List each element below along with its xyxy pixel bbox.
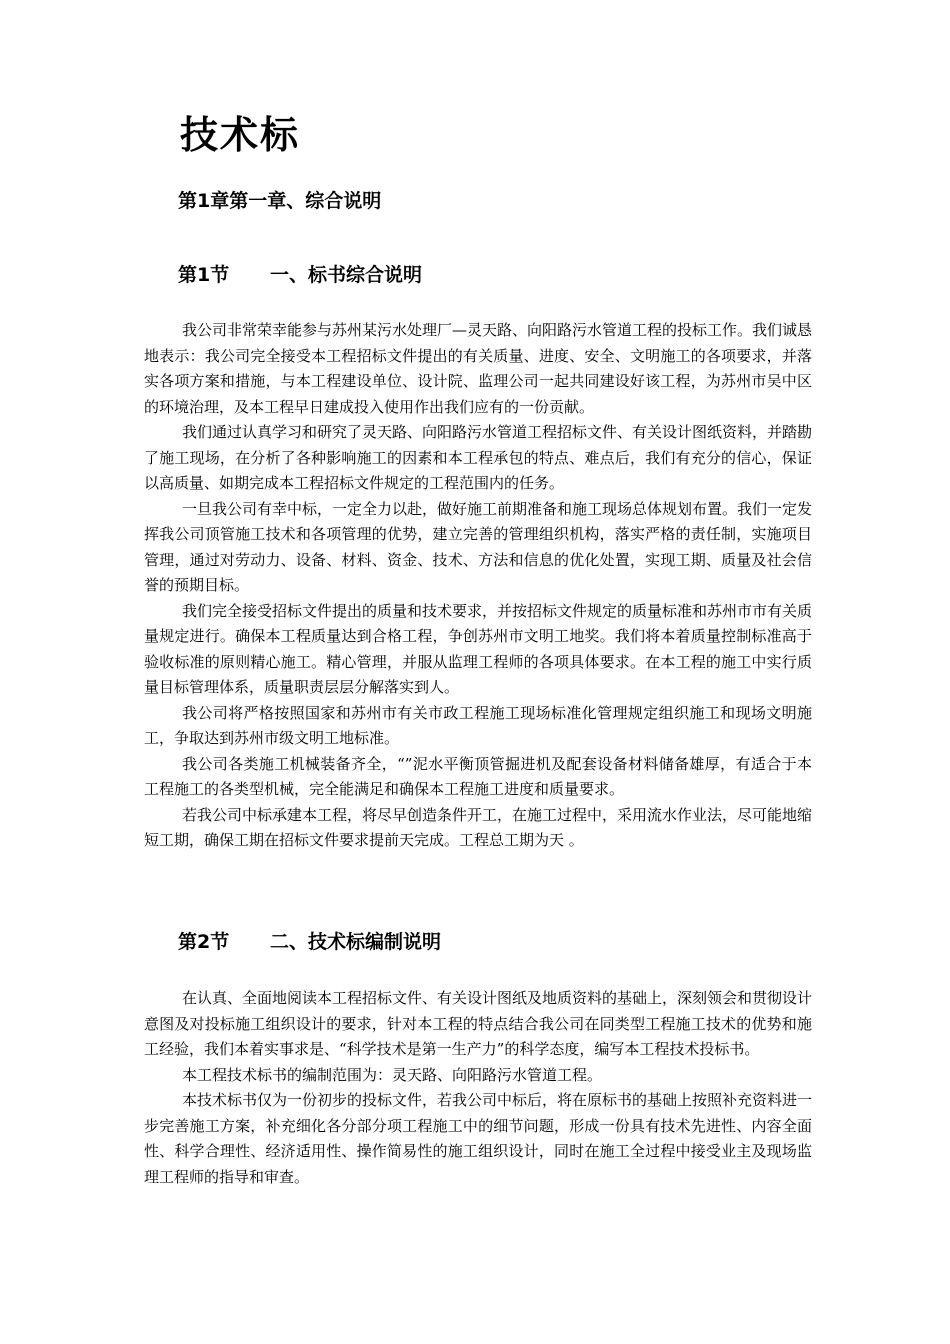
paragraph: 若我公司中标承建本工程，将尽早创造条件开工，在施工过程中，采用流水作业法，尽可能地缩短工期，确保工期在招标文件要求提前天完成。工程总工期为天 。 bbox=[144, 805, 813, 849]
paragraph: 我公司非常荣幸能参与苏州某污水处理厂—灵天路、向阳路污水管道工程的投标工作。我们诚恳地表示：我公司完全接受本工程招标文件提出的有关质量、进度、安全、文明施工的各项要求，并落实各项方案和措施，与本工程建设单位、设计院、监理公司一起共同建设好该工程，为苏州市吴中区的环境治理，及本工程早日建成投入使用作出我们应有的一份贡献。 bbox=[144, 321, 813, 416]
paragraph: 本技术标书仅为一份初步的投标文件，若我公司中标后，将在原标书的基础上按照补充资料进一步完善施工方案，补充细化各分部分项工程施工中的细节问题，形成一份具有技术先进性、内容全面性、科学合理性、经济适用性、操作简易性的施工组织设计，同时在施工全过程中接受业主及现场监理工程师的指导和审查。 bbox=[144, 1091, 813, 1186]
section-1-title: 一、标书综合说明 bbox=[270, 264, 423, 286]
section-1-number: 第1节 bbox=[178, 264, 230, 286]
paragraph: 我公司各类施工机械装备齐全，“”泥水平衡顶管掘进机及配套设备材料储备雄厚，有适合于本工程施工的各类型机械，完全能满足和确保本工程施工进度和质量要求。 bbox=[144, 754, 812, 798]
section-2-body bbox=[144, 986, 812, 1190]
document-title: 技术标 bbox=[180, 113, 301, 157]
paragraph: 一旦我公司有幸中标，一定全力以赴，做好施工前期准备和施工现场总体规划布置。我们一定发挥我公司顶管施工技术和各项管理的优势，建立完善的管理组织机构，落实严格的责任制，实施项目管理，通过对劳动力、设备、材料、资金、技术、方法和信息的优化处置，实现工期、质量及社会信誉的预期目标。 bbox=[144, 499, 813, 594]
section-2-number: 第2节 bbox=[178, 931, 230, 953]
section-1-body bbox=[144, 318, 812, 854]
section-2-heading bbox=[178, 927, 441, 954]
section-1-heading bbox=[178, 260, 422, 287]
section-2-title: 二、技术标编制说明 bbox=[270, 931, 442, 953]
paragraph: 本工程技术标书的编制范围为：灵天路、向阳路污水管道工程。 bbox=[182, 1065, 603, 1084]
paragraph: 在认真、全面地阅读本工程招标文件、有关设计图纸及地质资料的基础上，深刻领会和贯彻设计意图及对投标施工组织设计的要求，针对本工程的特点结合我公司在同类型工程施工技术的优势和施工经验，我们本着实事求是、“科学技术是第一生产力”的科学态度，编写本工程技术投标书。 bbox=[144, 989, 813, 1058]
paragraph: 我们通过认真学习和研究了灵天路、向阳路污水管道工程招标文件、有关设计图纸资料，并踏勘了施工现场，在分析了各种影响施工的因素和本工程承包的特点、难点后，我们有充分的信心，保证以高质量、如期完成本工程招标文件规定的工程范围内的任务。 bbox=[144, 423, 813, 492]
paragraph: 我公司将严格按照国家和苏州市有关市政工程施工现场标准化管理规定组织施工和现场文明施工，争取达到苏州市级文明工地标准。 bbox=[144, 703, 812, 747]
chapter-heading: 第1章第一章、综合说明 bbox=[178, 190, 382, 212]
paragraph: 我们完全接受招标文件提出的质量和技术要求，并按招标文件规定的质量标准和苏州市市有关质量规定进行。确保本工程质量达到合格工程，争创苏州市文明工地奖。我们将本着质量控制标准高于验收标准的原则精心施工。精心管理，并服从监理工程师的各项具体要求。在本工程的施工中实行质量目标管理体系，质量职责层层分解落实到人。 bbox=[144, 601, 813, 696]
